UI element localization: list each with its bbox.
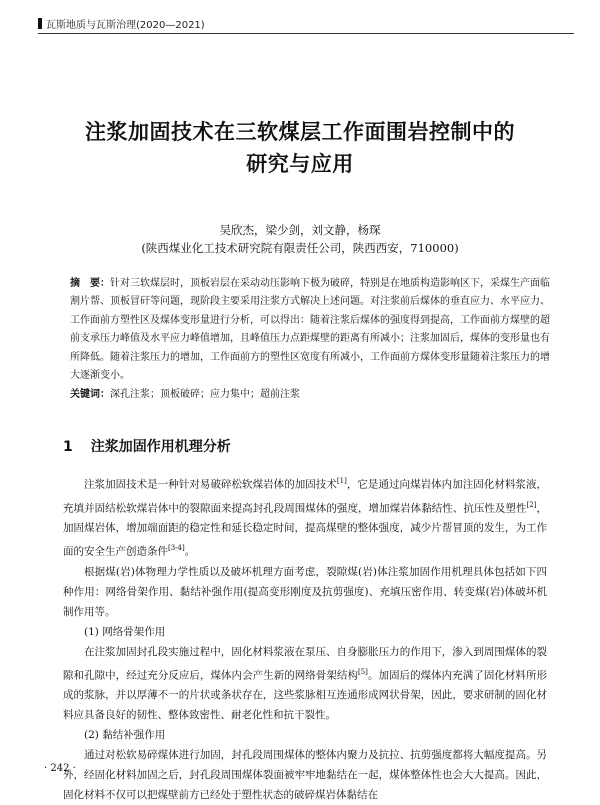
paragraph-1: [63, 471, 547, 562]
keywords: [70, 385, 550, 400]
running-head-bar: [38, 18, 42, 29]
citation: [1]: [336, 477, 347, 485]
running-head-text: 瓦斯地质与瓦斯治理(2020—2021): [46, 20, 205, 31]
paragraph-2: 根据煤(岩)体物理力学性质以及破坏机理方面考虑，裂隙煤(岩)体注浆加固作用机理具体包括如下四种作用：网络骨架作用、黏结补强作用(提高变形刚度及抗剪强度)、充填压密作用、转变煤(岩)体破坏机制作用等。: [63, 565, 547, 618]
para1-text-b: ，它是通过向煤岩体内加注固化材料浆液，充填并固结松软煤岩体中的裂隙面来提高封孔段周围煤体的强度，增加煤岩体黏结性、抗压性及塑性: [63, 478, 548, 514]
para3-text-a: 在注浆加固封孔段实施过程中，固化材料浆液在泵压、自身膨胀压力的作用下，渗入到周围煤体的裂隙和孔隙中，经过充分反应后，煤体内会产生新的网络骨架结构: [63, 645, 547, 681]
section-heading: [63, 436, 231, 456]
section-number: 1: [63, 439, 73, 455]
title-line-2: 研究与应用: [246, 151, 354, 176]
subheading-2: (2) 黏结补强作用: [84, 729, 166, 741]
citation: [5]: [357, 667, 368, 676]
keywords-text: 深孔注浆；顶板破碎；应力集中；超前注浆: [110, 389, 300, 400]
paragraph-3: [63, 642, 547, 726]
running-head: [38, 16, 205, 31]
para1-text-c: ，加固煤岩体，增加端面距的稳定性和延长稳定时间，提高煤壁的整体强度，减少片帮冒顶的发生，为工作面的安全生产创造条件: [63, 502, 548, 558]
authors: 吴欣杰，梁少剑，刘文静，杨琛: [219, 223, 381, 237]
citation: [3-4]: [168, 544, 185, 552]
abstract-text: 针对三软煤层时，顶板岩层在采动动压影响下极为破碎，特别是在地质构造影响区下，采煤生产面临割片帮、顶板冒矸等问题，现阶段主要采用注浆方式解决上述问题。对注浆前后煤体的垂直应力、水平应力、工作面前方塑性区及煤体变形量进行分析，可以得出：随着注浆后煤体的强度得到提高，工作面前方煤壁的超前支承压力峰值及水平应力峰值增加，且峰值压力点距煤壁的距离有所减小；注浆加固后，煤体的变形量也有所降低。随着注浆压力的增加，工作面前方的塑性区宽度有所减小，工作面前方煤体变形量随着注浆压力的增大逐渐变小。: [70, 278, 550, 382]
abstract-label: 摘 要：: [70, 278, 110, 289]
para1-text-a: 注浆加固技术是一种针对易破碎松软煤岩体的加固技术: [84, 478, 337, 491]
affiliation: (陕西煤业化工技术研究院有限责任公司，陕西西安，710000): [141, 241, 459, 255]
citation: [2]: [526, 500, 537, 509]
paragraph-4: 通过对松软易碎煤体进行加固，封孔段周围煤体的整体内聚力及抗拉、抗剪强度都将大幅度提高。另外，经固化材料加固之后，封孔段周围煤体裂面被牢牢地黏结在一起，煤体整体性也会大大提高。因此，固化材料不仅可以把煤壁前方已经处于塑性状态的破碎煤岩体黏结在: [63, 749, 547, 801]
keywords-label: 关键词：: [70, 389, 110, 400]
body-text: [63, 471, 547, 805]
section-title: 注浆加固作用机理分析: [90, 439, 231, 455]
paper-title: [0, 116, 600, 180]
title-line-1: 注浆加固技术在三软煤层工作面围岩控制中的: [85, 119, 515, 144]
para1-text-d: 。: [184, 545, 196, 558]
page-number: · 242 ·: [44, 763, 76, 774]
abstract: [70, 275, 550, 385]
para3-text-b: 。加固后的煤体内充满了固化材料所形成的浆脉，并以厚薄不一的片状或条状存在，这些浆脉相互连通形成网状骨架，因此，要求研制的固化材料应具备良好的韧性、整体致密性、耐老化性和抗干裂性。: [63, 669, 548, 721]
header-rule: [38, 33, 574, 34]
subheading-1: (1) 网络骨架作用: [84, 625, 166, 638]
